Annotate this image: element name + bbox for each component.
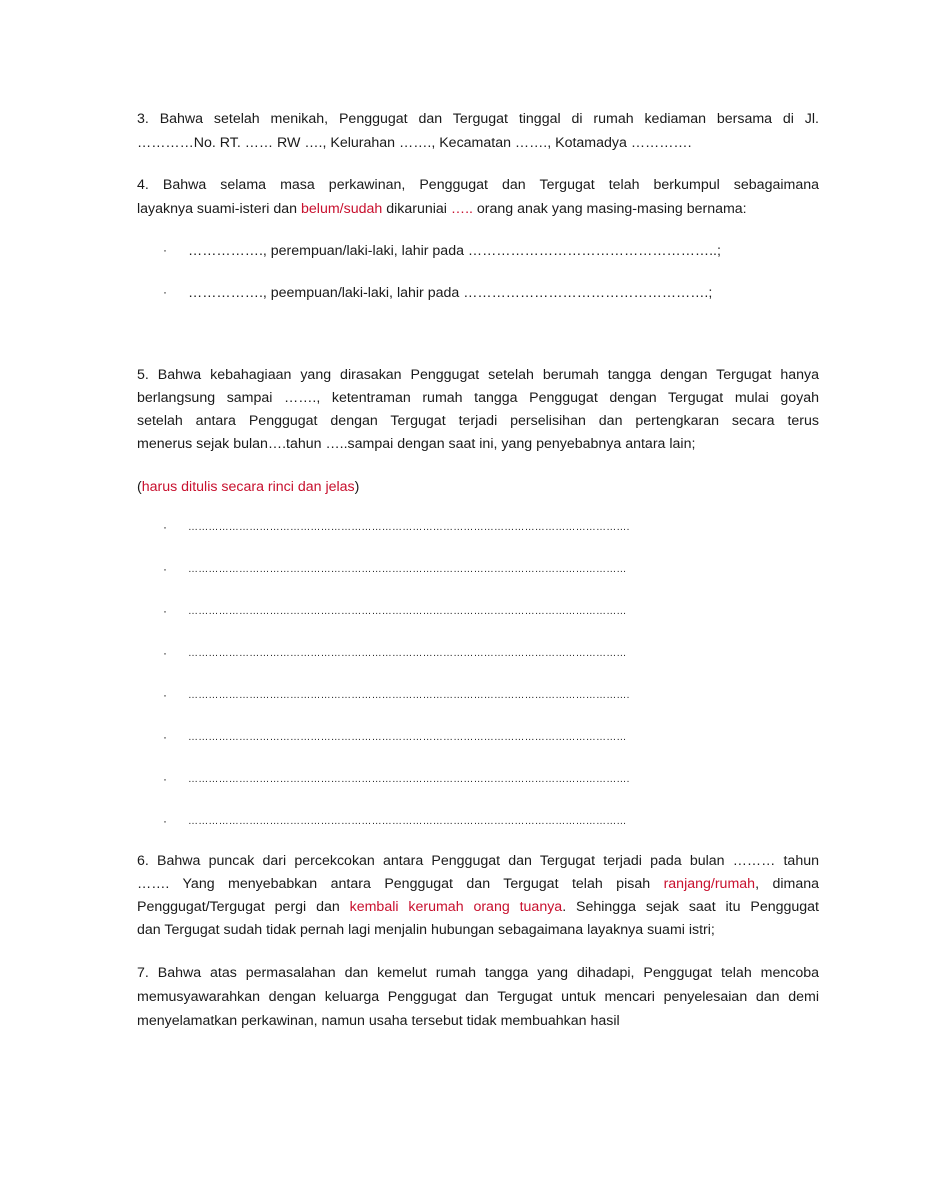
bullet-icon: · [163,520,167,534]
para5-line4: menerus sejak bulan….tahun …..sampai dengan saat ini, yang penyebabnya antara lain; [137,436,696,452]
para6-line2 [137,874,819,894]
para6-line4: dan Tergugat sudah tidak pernah lagi menjalin hubungan sebagaimana layaknya suami istri; [137,922,715,938]
bullet-icon: · [163,772,167,786]
para3-line2: …………No. RT. …… RW …., Kelurahan ……., Kecamatan ……., Kotamadya …………. [137,135,692,151]
blank-line-3: ………………………………………………………………………………………………………………… [188,606,627,617]
bullet-icon: · [163,285,167,299]
blank-line-1: …………………………………………………………………………………………………………………. [188,522,630,533]
bullet-icon: · [163,562,167,576]
child-item-1: ……………., perempuan/laki-laki, lahir pada ……………………………………………..; [188,243,721,259]
para4-count-placeholder: ….. [450,201,473,217]
para5-line2: berlangsung sampai ……., ketentraman rumah tangga Penggugat dengan Tergugat mulai goyah [137,390,819,406]
para6-text-d: . Sehingga sejak saat itu Penggugat [562,899,820,915]
para7-line3: menyelamatkan perkawinan, namun usaha tersebut tidak membuahkan hasil [137,1013,620,1029]
para6-text-c: Penggugat/Tergugat pergi dan [137,899,350,915]
para6-text-b: , dimana [755,876,819,892]
para4-text-a: layaknya suami-isteri dan [137,201,302,217]
para6-return-home-highlight: kembali kerumah orang tuanya [349,899,563,915]
note-text: harus ditulis secara rinci dan jelas [141,479,355,495]
blank-line-7: …………………………………………………………………………………………………………………. [188,774,630,785]
para4-line1: 4. Bahwa selama masa perkawinan, Penggugat dan Tergugat telah berkumpul sebagaimana [137,177,819,193]
note-close-paren: ) [354,479,360,495]
para5-line1: 5. Bahwa kebahagiaan yang dirasakan Penggugat setelah berumah tangga dengan Tergugat hanya [137,367,819,383]
blank-line-2: ………………………………………………………………………………………………………………… [188,564,627,575]
para6-separation-option: ranjang/rumah [663,876,756,892]
blank-line-6: ………………………………………………………………………………………………………………… [188,732,627,743]
para4-line2 [137,199,819,219]
para6-text-a: ……. Yang menyebabkan antara Penggugat dan Tergugat telah pisah [137,876,664,892]
para3-line1: 3. Bahwa setelah menikah, Penggugat dan Tergugat tinggal di rumah kediaman bersama di Jl. [137,111,819,127]
child-item-2: ……………., peempuan/laki-laki, lahir pada …………………………………………….; [188,285,713,301]
para7-line2: memusyawarahkan dengan keluarga Penggugat dan Tergugat untuk mencari penyelesaian dan demi [137,989,819,1005]
bullet-icon: · [163,730,167,744]
para4-option-highlight: belum/sudah [301,201,383,217]
para6-line3 [137,897,819,917]
para7-line1: 7. Bahwa atas permasalahan dan kemelut rumah tangga yang dihadapi, Penggugat telah mencoba [137,965,819,981]
bullet-icon: · [163,814,167,828]
instruction-note [137,477,819,497]
blank-line-8: ………………………………………………………………………………………………………………… [188,816,627,827]
bullet-icon: · [163,604,167,618]
blank-line-5: …………………………………………………………………………………………………………………. [188,690,630,701]
bullet-icon: · [163,243,167,257]
bullet-icon: · [163,646,167,660]
blank-line-4: ………………………………………………………………………………………………………………… [188,648,627,659]
para4-text-c: orang anak yang masing-masing bernama: [472,201,747,217]
note-open-paren: ( [137,479,142,495]
para4-text-b: dikaruniai [382,201,451,217]
bullet-icon: · [163,688,167,702]
para5-line3: setelah antara Penggugat dengan Tergugat terjadi perselisihan dan pertengkaran secara terus [137,413,819,429]
para6-line1: 6. Bahwa puncak dari percekcokan antara Penggugat dan Tergugat terjadi pada bulan ……… tahun [137,853,819,869]
